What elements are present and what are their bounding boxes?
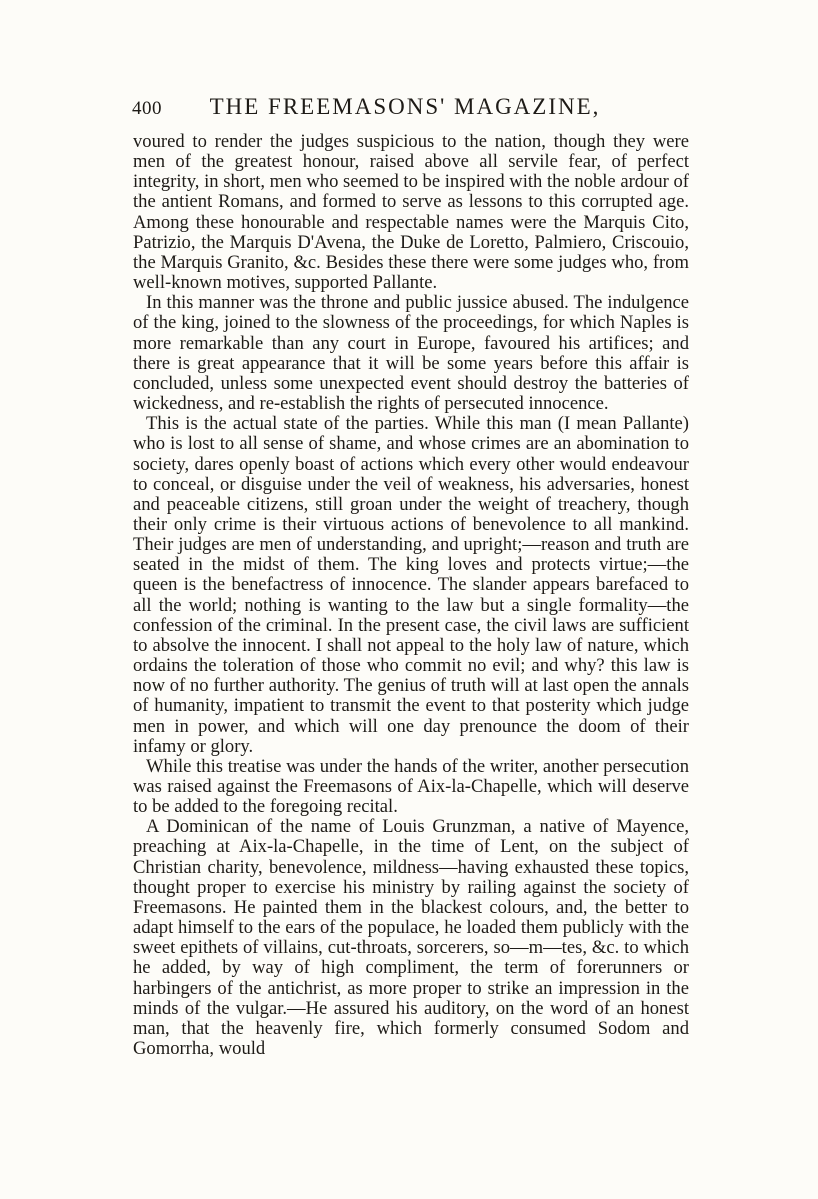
paragraph-1: voured to render the judges suspicious to the nation, though they were men of the greatest honour, raised above all servile fear, of perfect integrity, in short, men who seemed to be inspired with the noble ardour of the antient Romans, and formed to serve as lessons to this corrupted age. Among these honourable and respectable names were the Marquis Cito, Patrizio, the Marquis D'Avena, the Duke de Loretto, Palmiero, Criscouio, the Marquis Granito, &c. Besides these there were some judges who, from well-known motives, supported Pallante. [133,131,689,294]
paragraph-4: While this treatise was under the hands of the writer, another persecution was raised against the Freemasons of Aix-la-Chapelle, which will deserve to be added to the foregoing recital. [133,755,689,818]
paragraph-2: In this manner was the throne and public jussice abused. The indulgence of the king, joined to the slowness of the proceedings, for which Naples is more remarkable than any court in Europe, favoured his artifices; and there is great appearance that it will be some years before this affair is concluded, unless some unexpected event should destroy the batteries of wickedness, and re-establish the rights of persecuted innocence. [133,292,689,415]
paragraph-3: This is the actual state of the parties. While this man (I mean Pallante) who is lost to all sense of shame, and whose crimes are an abomination to society, dares openly boast of actions which every other would endeavour to conceal, or disguise under the veil of weakness, his adversaries, honest and peaceable citizens, still groan under the weight of treachery, though their only crime is their virtuous actions of benevolence to all mankind. Their judges are men of understanding, and upright;—reason and truth are seated in the midst of them. The king loves and protects virtue;—the queen is the benefactress of innocence. The slander appears barefaced to all the world; nothing is wanting to the law but a single formality—the confession of the criminal. In the present case, the civil laws are sufficient to absolve the innocent. I shall not appeal to the holy law of nature, which ordains the toleration of those who commit no evil; and why? this law is now of no further authority. The genius of truth will at last open the annals of humanity, impatient to transmit the event to that posterity which judge men in power, and which will one day prenounce the doom of their infamy or glory. [133,413,689,757]
page-header [120,92,690,122]
article-body [133,132,689,1059]
running-title: THE FREEMASONS' MAGAZINE, [209,94,601,119]
paragraph-5: A Dominican of the name of Louis Grunzman, a native of Mayence, preaching at Aix-la-Chapelle, in the time of Lent, on the subject of Christian charity, benevolence, mildness—having exhausted these topics, thought proper to exercise his ministry by railing against the society of Freemasons. He painted them in the blackest colours, and, the better to adapt himself to the ears of the populace, he loaded them publicly with the sweet epithets of villains, cut-throats, sorcerers, so—m—tes, &c. to which he added, by way of high compliment, the term of forerunners or harbingers of the antichrist, as more proper to strike an impression in the minds of the vulgar.—He assured his auditory, on the word of an honest man, that the heavenly fire, which formerly consumed Sodom and Gomorrha, would [133,816,689,1060]
page-number: 400 [132,98,162,119]
